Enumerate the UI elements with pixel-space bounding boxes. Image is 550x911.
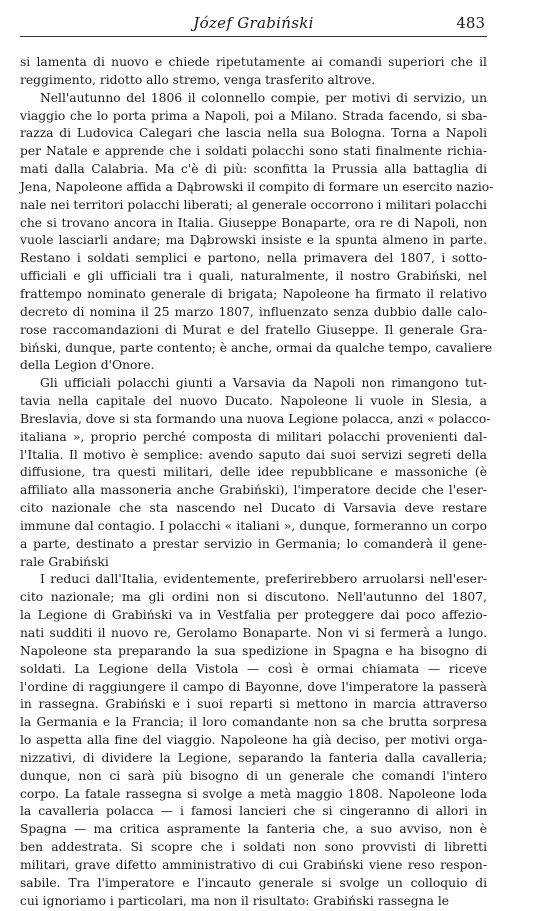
text-line: diffusione, tra questi militari, delle idee repubblicane e massoniche (è (20, 465, 487, 480)
text-line: I reduci dall'Italia, evidentemente, preferirebbero arruolarsi nell'eser- (40, 572, 487, 587)
body-text (20, 54, 494, 911)
text-line: Jena, Napoleone affida a Dąbrowski il compito di formare un esercito nazio- (20, 179, 494, 194)
text-line: Breslavia, dove si sta formando una nuova Legione polacca, anzi « polacco- (20, 411, 491, 426)
text-line: Gli ufficiali polacchi giunti a Varsavia da Napoli non rimangono tut- (40, 376, 487, 391)
text-line: la Germania e la Francia; il loro comandante non sa che brutta sorpresa (20, 715, 487, 730)
text-line: ufficiali e gli ufficiali tra i quali, naturalmente, il nostro Grabiński, nel (20, 269, 487, 284)
text-line: nati sudditi il nuovo re, Gerolamo Bonaparte. Non vi si fermerà a lungo. (20, 626, 487, 640)
text-line: si lamenta di nuovo e chiede ripetutamente ai comandi superiori che il (20, 55, 487, 69)
text-line: nale nei territori polacchi liberati; al generale occorrono i militari polacchi (20, 197, 487, 212)
text-line: ben addestrata. Si scopre che i soldati non sono provvisti di libretti (20, 840, 487, 855)
text-line: italiana », proprio perché composta di militari polacchi provenienti dal- (20, 429, 487, 444)
text-line: affiliato alla massoneria anche Grabiński), l'imperatore decide che l'eser- (20, 483, 487, 498)
text-line: della Legion d'Onore. (20, 358, 155, 373)
text-line: dunque, non ci sarà più bisogno di un generale che comandi l'intero (20, 768, 487, 783)
text-line: reggimento, ridotto allo stremo, venga trasferito altrove. (20, 72, 376, 87)
text-line: che si trovano ancora in Italia. Giuseppe Bonaparte, ora re di Napoli, non (20, 215, 487, 230)
text-line: razza di Ludovica Calegari che lascia nella sua Bologna. Torna a Napoli (20, 126, 487, 141)
running-header (20, 12, 487, 37)
paragraph (20, 571, 487, 910)
text-line: vuole lasciarli andare; ma Dąbrowski insiste e la spunta almeno in parte. (20, 233, 487, 248)
text-line: la Legione di Grabiński va in Vestfalia per proteggere dai poco affezio- (20, 608, 487, 623)
text-line: rose raccomandazioni di Murat e del fratello Giuseppe. Il generale Gra- (20, 322, 487, 337)
text-line: Nell'autunno del 1806 il colonnello compie, per motivi di servizio, un (40, 90, 487, 105)
text-line: a parte, destinato a prestar servizio in Germania; lo comanderà il gene- (20, 536, 487, 551)
text-line: rale Grabiński (20, 554, 109, 569)
text-line: frattempo nominato generale di brigata; Napoleone ha firmato il relativo (20, 286, 487, 301)
text-line: la cavalleria polacca — i famosi lancieri che si cingeranno di allori in (20, 804, 487, 819)
paragraph (20, 90, 494, 376)
text-line: cito nazionale che sta nascendo nel Ducato di Varsavia deve restare (20, 501, 487, 516)
text-line: sabile. Tra l'imperatore e l'incauto generale si svolge un colloquio di (20, 875, 487, 890)
text-line: Spagna — ma critica aspramente la fanteria che, a suo avviso, non è (20, 822, 487, 837)
text-line: cito nazionale; ma gli ordini non si discutono. Nell'autunno del 1807, (20, 590, 487, 605)
text-line: Restano i soldati semplici e partono, nella primavera del 1807, i sotto- (20, 251, 487, 266)
text-line: corpo. La fatale rassegna si svolge a metà maggio 1808. Napoleone loda (20, 786, 487, 801)
text-line: mati dalla Calabria. Ma c'è di più: sconfitta la Prussia alla battaglia di (20, 162, 487, 177)
text-line: l'Italia. Il motivo è semplice: avendo saputo dai suoi servizi segreti della (20, 447, 487, 462)
text-line: immune dal contagio. I polacchi « italiani », dunque, formeranno un corpo (20, 518, 487, 533)
page-number: 483 (456, 14, 485, 32)
text-line: per Natale e apprende che i soldati polacchi sono stati finalmente richia- (20, 144, 487, 159)
text-line: in rassegna. Grabiński e i suoi reparti si mettono in marcia attraverso (20, 697, 487, 712)
text-line: soldati. La Legione della Vistola — così è ormai chiamata — riceve (20, 661, 487, 676)
text-line: militari, grave difetto amministrativo di cui Grabiński viene reso respon- (20, 857, 487, 872)
text-line: viaggio che lo porta prima a Napoli, poi a Milano. Strada facendo, si sba- (20, 108, 487, 123)
paragraph (20, 375, 491, 571)
text-line: cui ignoriamo i particolari, ma non il risultato: Grabiński rassegna le (20, 893, 450, 908)
text-line: Napoleone sta preparando la sua spedizione in Spagna e ha bisogno di (20, 643, 487, 658)
text-line: l'ordine di raggiungere il campo di Bayonne, dove l'imperatore la passerà (20, 679, 487, 694)
text-line: decreto di nomina il 25 marzo 1807, influenzato senza dubbio dalle calo- (20, 304, 487, 319)
running-title: Józef Grabiński (193, 14, 314, 32)
text-line: nizzativi, di dividere la Legione, separando la fanteria dalla cavalleria; (20, 750, 487, 765)
text-line: lo aspetta alla fine del viaggio. Napoleone ha già deciso, per motivi orga- (20, 733, 487, 748)
text-line: tavia nella capitale del nuovo Ducato. Napoleone li vuole in Slesia, a (20, 394, 487, 409)
text-line: biński, dunque, parte contento; è anche, ormai da qualche tempo, cavaliere (20, 340, 493, 355)
paragraph (20, 54, 487, 90)
